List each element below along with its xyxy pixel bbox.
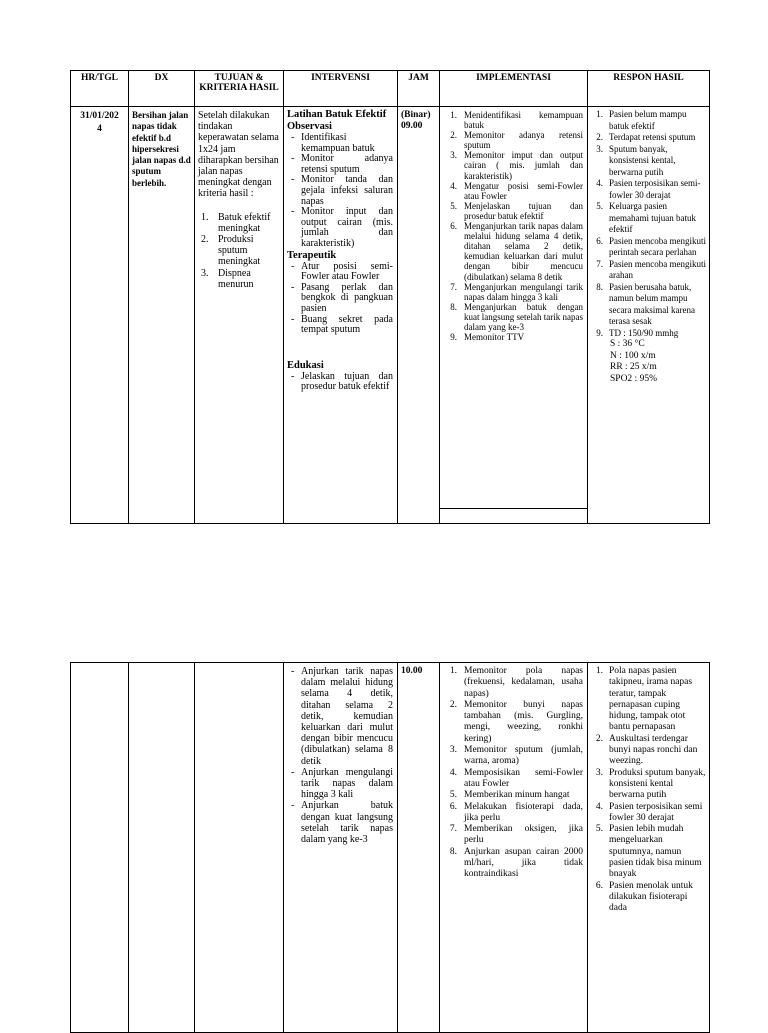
item-number: 5. <box>595 824 603 835</box>
diagnosis-cell: Bersihan jalan napas tidak efektif b.d hipersekresi jalan napas d.d sputum berlebih. <box>129 107 195 524</box>
list-item <box>590 768 707 802</box>
list-item <box>442 745 583 768</box>
dash-marker: - <box>291 132 295 143</box>
item-text: Anjurkan batuk dengan kuat langsung setelah tarik napas dalam yang ke-3 <box>301 800 393 846</box>
item-number: 3. <box>595 767 603 778</box>
item-number: 6. <box>595 880 603 891</box>
time-cell: 10.00 <box>398 663 440 1033</box>
header-goal: TUJUAN & KRITERIA HASIL <box>195 71 284 107</box>
item-text: Buang sekret pada tempat sputum <box>301 313 393 336</box>
item-number: 5. <box>596 201 603 211</box>
item-text: Monitor tanda dan gejala infeksi saluran napas <box>301 174 393 207</box>
dash-marker: - <box>291 174 295 186</box>
list-item <box>442 768 583 791</box>
header-time: JAM <box>398 71 440 107</box>
implementation-list <box>442 666 583 881</box>
item-text: Pasien belum mampu batuk efektif <box>609 109 687 131</box>
item-text: Menganjurkan tarik napas dalam melalui hidung selama 4 detik, ditahan selama 2 detik, kemudian keluarkan dari mulut dengan bibir mencucu (dibulatkan) selama 8 detik <box>464 221 583 282</box>
dash-marker: - <box>291 153 295 165</box>
item-text: Batuk efektif meningkat <box>218 211 271 234</box>
list-item <box>287 133 393 154</box>
care-plan-table-page-1 <box>70 70 710 524</box>
item-text: Menganjurkan batuk dengan kuat langsung setelah tarik napas dalam yang ke-3 <box>464 301 583 332</box>
item-number: 9. <box>450 332 457 343</box>
list-item <box>590 328 707 340</box>
table-row <box>71 663 710 1033</box>
date-cell-empty <box>71 663 129 1033</box>
list-item <box>442 790 583 801</box>
list-item <box>442 221 583 282</box>
item-text: Produksi sputum banyak, konsisteni kental berwarna putih <box>609 767 706 801</box>
item-text: Memonitor sputum (jumlah, warna, aroma) <box>464 745 583 767</box>
list-item <box>590 824 707 880</box>
item-number: 1. <box>450 110 457 120</box>
observasi-list <box>287 133 393 250</box>
item-number: 8. <box>450 301 457 312</box>
item-text: Pasien terposisikan semi-fowler 30 derajat <box>609 178 701 200</box>
date-cell: 31/01/202 4 <box>71 107 129 524</box>
list-item <box>442 150 583 180</box>
item-number: 7. <box>449 824 457 835</box>
header-implementation: IMPLEMENTASI <box>440 71 588 107</box>
list-item <box>590 201 707 236</box>
item-number: 3. <box>449 745 457 756</box>
dash-marker: - <box>291 281 295 293</box>
implementation-cell <box>440 107 588 524</box>
item-text: Pola napas pasien takipneu, irama napas teratur, tampak pernapasan cuping hidung, tampak otot bantu pernapasan <box>609 666 693 733</box>
item-text: Anjurkan tarik napas dalam melalui hidung selama 4 detik, ditahan selama 2 detik, kemudian keluarkan dari mulut dengan bibir mencucu (dibulatkan) selama 8 detik <box>301 666 393 767</box>
list-item <box>590 109 707 132</box>
observasi-title: Observasi <box>287 121 332 132</box>
item-number: 4. <box>595 801 603 812</box>
item-number: 2. <box>596 132 603 142</box>
header-row <box>71 71 710 107</box>
item-number: 2. <box>450 130 457 141</box>
list-item <box>590 734 707 768</box>
vital-line: N : 100 x/m <box>610 350 656 361</box>
list-item <box>442 181 583 201</box>
item-text: Memonitor imput dan output cairan ( mis. jumlah dan karakteristik) <box>464 150 583 181</box>
item-number: 1. <box>595 666 603 676</box>
vital-line: RR : 25 x/m <box>610 362 657 373</box>
list-item <box>198 234 281 268</box>
item-number: 7. <box>450 281 457 292</box>
header-dx: DX <box>129 71 195 107</box>
vitals-list <box>590 339 707 385</box>
list-item <box>287 315 393 336</box>
response-list <box>590 666 707 915</box>
list-item <box>442 332 583 342</box>
header-intervention: INTERVENSI <box>284 71 398 107</box>
list-item <box>198 212 281 234</box>
item-text: Memberikan oksigen, jika perlu <box>464 824 583 846</box>
list-item <box>442 130 583 150</box>
list-item <box>287 154 393 175</box>
dash-marker: - <box>291 260 295 272</box>
item-text: Pasien lebih mudah mengeluarkan sputumnya, namun pasien tidak bisa minum bnayak <box>609 824 702 880</box>
item-text: Monitor adanya retensi sputum <box>301 153 393 175</box>
item-text: Memonitor TTV <box>464 332 525 343</box>
list-item <box>590 282 707 328</box>
item-number: 9. <box>596 327 603 338</box>
item-number: 6. <box>450 221 457 232</box>
vital-line: S : 36 °C <box>610 339 645 349</box>
item-text: Dispnea menurun <box>218 267 254 290</box>
list-item <box>442 201 583 221</box>
list-item <box>287 666 393 767</box>
item-text: Sputum banyak, konsistensi kental, berwarna putih <box>609 143 676 177</box>
implementation-list <box>440 107 587 508</box>
item-number: 3. <box>201 267 209 279</box>
item-number: 8. <box>596 281 603 292</box>
item-number: 5. <box>449 790 457 801</box>
terapeutik-list <box>287 262 393 336</box>
item-text: Memonitor bunyi napas tambahan (mis. Gurgling, mengi, weezing, ronkhi kering) <box>464 699 583 744</box>
list-item <box>590 178 707 201</box>
item-number: 2. <box>595 733 603 744</box>
item-number: 3. <box>596 143 603 154</box>
item-number: 2. <box>201 234 209 246</box>
item-text: Memonitor pola napas (frekuensi, kedalaman, usaha napas) <box>464 666 583 699</box>
list-item <box>590 132 707 144</box>
list-item <box>442 282 583 302</box>
response-cell <box>588 107 710 524</box>
item-text: Auskultasi terdengar bunyi napas ronchi dan weezing. <box>609 733 698 767</box>
table-row <box>71 107 710 524</box>
item-number: 4. <box>450 180 457 191</box>
goal-criteria-list <box>198 212 281 290</box>
item-number: 4. <box>449 767 457 778</box>
list-item <box>590 881 707 915</box>
item-text: Atur posisi semi-Fowler atau Fowler <box>301 260 393 283</box>
dash-marker: - <box>291 766 295 778</box>
item-text: TD : 150/90 mmhg <box>609 327 679 338</box>
intervention-cell <box>284 663 398 1033</box>
dash-marker: - <box>291 666 295 677</box>
intervention-title: Latihan Batuk Efektif <box>287 109 387 120</box>
item-text: Identifikasi kemampuan batuk <box>301 132 375 154</box>
item-number: 8. <box>449 846 457 857</box>
goal-cell-empty <box>195 663 284 1033</box>
list-item <box>442 110 583 130</box>
list-item <box>442 302 583 332</box>
intervention-list <box>287 666 393 845</box>
item-number: 1. <box>449 666 457 676</box>
dash-marker: - <box>291 800 295 812</box>
item-text: Mengatur posisi semi-Fowler atau Fowler <box>464 180 583 201</box>
list-item <box>442 824 583 847</box>
list-item <box>590 236 707 259</box>
item-text: Menidentifikasi kemampuan batuk <box>464 110 583 131</box>
item-text: Pasien berusaha batuk, namun belum mampu secara maksimal karena terasa sesak <box>609 281 695 326</box>
list-item <box>287 207 393 249</box>
diagnosis-cell-empty <box>129 663 195 1033</box>
item-text: Pasang perlak dan bengkok di pangkuan pasien <box>301 281 393 314</box>
item-text: Memposisikan semi-Fowler atau Fowler <box>464 767 583 789</box>
time-cell: (Binar) 09.00 <box>398 107 440 524</box>
edukasi-list <box>287 372 393 393</box>
intervention-cell <box>284 107 398 524</box>
item-text: Produksi sputum meningkat <box>218 234 261 268</box>
dash-marker: - <box>291 206 295 218</box>
item-number: 3. <box>450 150 457 161</box>
list-item <box>287 372 393 393</box>
list-item <box>590 802 707 825</box>
item-number: 1. <box>201 211 209 223</box>
item-number: 7. <box>596 258 603 269</box>
list-item <box>590 259 707 282</box>
item-number: 4. <box>596 178 603 188</box>
item-text: Pasien terposisikan semi fowler 30 derajat <box>609 801 703 823</box>
list-item <box>287 175 393 207</box>
header-date: HR/TGL <box>71 71 129 107</box>
care-plan-table-page-2 <box>70 662 710 1033</box>
item-text: Memberikan minum hangat <box>464 790 570 801</box>
item-text: Keluarga pasien memahami tujuan batuk efektif <box>609 201 696 234</box>
item-number: 6. <box>449 801 457 812</box>
item-text: Pasien mencoba mengikuti perintah secara perlahan <box>609 235 706 257</box>
vital-line: SPO2 : 95% <box>610 373 657 384</box>
dash-marker: - <box>291 370 295 382</box>
list-item <box>442 666 583 700</box>
implementation-cell <box>440 663 588 1033</box>
item-text: Monitor input dan output cairan (mis. jumlah dan karakteristik) <box>301 206 393 249</box>
list-item <box>442 847 583 881</box>
item-number: 5. <box>450 200 457 211</box>
item-text: Pasien mencoba mengikuti arahan <box>609 258 706 280</box>
item-number: 2. <box>449 699 457 710</box>
list-item <box>590 666 707 734</box>
item-text: Jelaskan tujuan dan prosedur batuk efektif <box>301 370 393 393</box>
list-item <box>198 268 281 290</box>
item-text: Anjurkan asupan cairan 2000 ml/hari, jika tidak kontraindikasi <box>464 846 583 880</box>
item-number: 1. <box>596 109 603 119</box>
list-item <box>287 767 393 801</box>
edukasi-title: Edukasi <box>287 359 324 371</box>
item-text: Menganjurkan mengulangi tarik napas dalam hingga 3 kali <box>464 281 583 302</box>
list-item <box>590 144 707 179</box>
goal-intro: Setelah dilakukan tindakan keperawatan selama 1x24 jam diharapkan bersihan jalan napas meningkat dengan kriteria hasil : <box>198 110 279 200</box>
header-response: RESPON HASIL <box>588 71 710 107</box>
response-list <box>590 109 707 339</box>
item-text: Melakukan fisioterapi dada, jika perlu <box>464 801 583 823</box>
item-text: Menjelaskan tujuan dan prosedur batuk efektif <box>464 200 583 221</box>
dash-marker: - <box>291 313 295 325</box>
item-text: Terdapat retensi sputum <box>609 132 696 142</box>
list-item <box>442 700 583 745</box>
response-cell <box>588 663 710 1033</box>
goal-cell <box>195 107 284 524</box>
terapeutik-title: Terapeutik <box>287 249 337 261</box>
list-item <box>287 283 393 315</box>
item-text: Memonitor adanya retensi sputum <box>464 130 583 151</box>
list-item <box>287 800 393 845</box>
item-text: Pasien menolak untuk dilakukan fisioterapi dada <box>609 880 693 914</box>
item-number: 6. <box>596 235 603 246</box>
list-item <box>442 802 583 825</box>
item-text: Anjurkan mengulangi tarik napas dalam hingga 3 kali <box>301 766 393 801</box>
list-item <box>287 262 393 283</box>
